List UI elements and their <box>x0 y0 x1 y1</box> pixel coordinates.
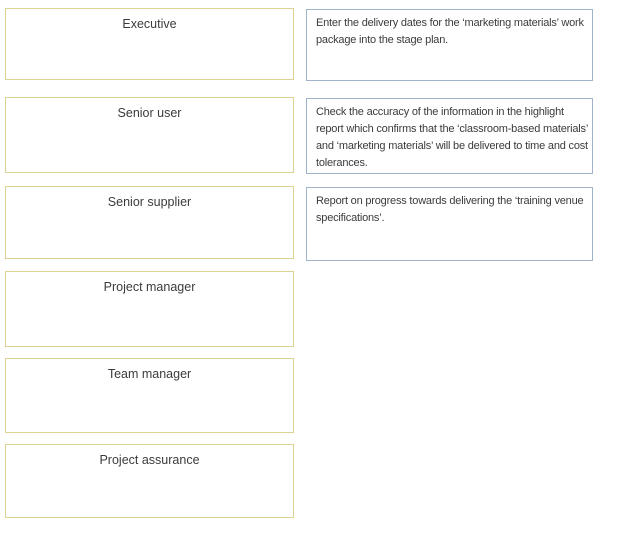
statement-card-highlight-report[interactable] <box>306 98 593 174</box>
statement-card-progress-report[interactable] <box>306 187 593 261</box>
statement-card-delivery-dates[interactable] <box>306 9 593 81</box>
role-dropzone-team-manager[interactable] <box>5 358 294 433</box>
role-label-project-assurance: Project assurance <box>99 453 200 467</box>
role-label-team-manager: Team manager <box>107 367 192 381</box>
role-dropzone-project-manager[interactable] <box>5 271 294 347</box>
role-dropzone-executive[interactable] <box>5 8 294 80</box>
role-label-senior-user: Senior user <box>117 106 182 120</box>
role-label-senior-supplier: Senior supplier <box>107 195 192 209</box>
role-dropzone-senior-user[interactable] <box>5 97 294 173</box>
statement-text: Report on progress towards delivering the ‘training venue specifications’. <box>316 195 584 224</box>
role-label-executive: Executive <box>122 17 177 31</box>
role-dropzone-senior-supplier[interactable] <box>5 186 294 259</box>
statement-text: Check the accuracy of the information in the highlight report which confirms that the ‘classroom-based materials’ and ‘marketing materials’ will be delivered to time and cost tolerances. <box>316 106 588 169</box>
statement-text: Enter the delivery dates for the ‘marketing materials’ work package into the stage plan. <box>316 17 584 46</box>
role-label-project-manager: Project manager <box>103 280 196 294</box>
role-dropzone-project-assurance[interactable] <box>5 444 294 518</box>
